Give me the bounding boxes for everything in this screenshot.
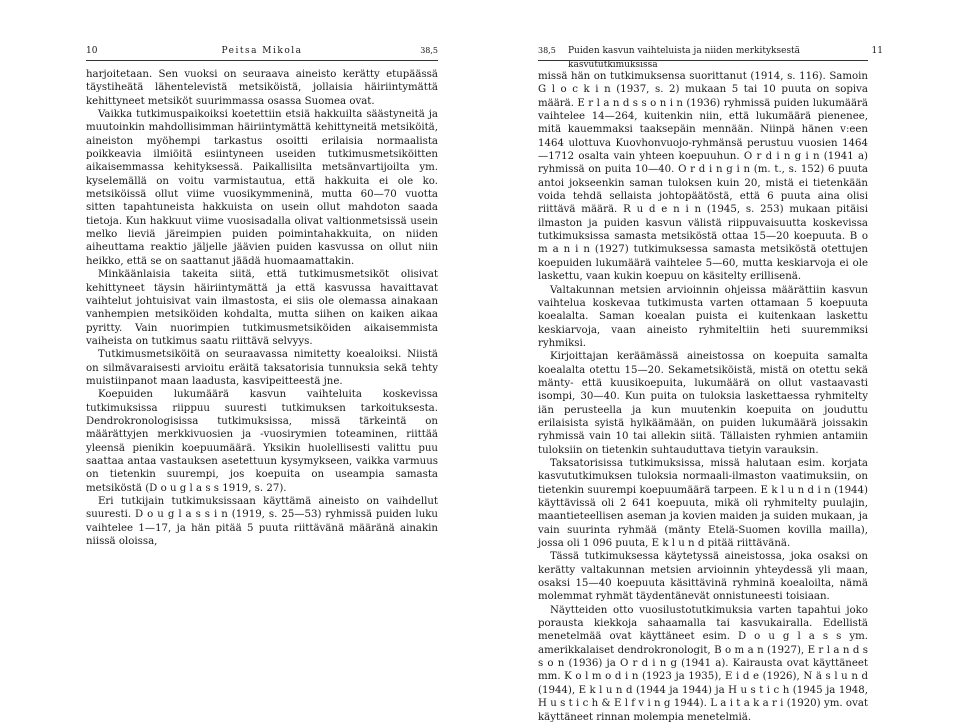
left-page: [0, 0, 480, 679]
left-page-body: [86, 68, 438, 548]
header-rule: [538, 60, 868, 61]
page-number: 10: [86, 46, 98, 56]
header-rule: [86, 60, 438, 61]
signature-mark: 38,5: [538, 46, 556, 55]
right-page: [480, 0, 960, 723]
paragraph: Eri tutkijain tutkimuksissaan käyttämä aineisto on vaihdellut suuresti. D o u g l a s s i n (1919, s. 25—53) ryhmissä puiden luku vaihtelee 1—17, ja hän pitää 5 puuta riittävänä määränä ainakin niissä oloissa,: [86, 496, 438, 548]
paragraph: Taksatorisissa tutkimuksissa, missä halutaan esim. korjata kasvututkimuksen tuloksia normaali-ilmaston vaatimuksiin, on tietenkin suurempi koepuumäärä tarpeen. E k l u n d i n (1944) käyttävissä oli 2 641 koepuuta, mikä oli ryhmitelty puulajin, maantieteellisen aseman ja kovien maiden ja suiden mukaan, ja vain suurinta ryhmää (mänty Etelä-Suomen kovilla mailla), jossa oli 1 096 puuta, E k l u n d pitää riittävänä.: [538, 457, 868, 550]
signature-mark: 38,5: [420, 46, 438, 55]
paragraph: Tutkimusmetsiköitä on seuraavassa nimitetty koealoiksi. Niistä on silmävaraisesti arvioitu eräitä taksatorisia tunnuksia sekä tehty muistiinpanot maan laadusta, kasvipeitteestä jne.: [86, 349, 438, 387]
running-head: Puiden kasvun vaihteluista ja niiden merkityksestä kasvututkimuksissa: [568, 46, 801, 70]
paragraph: harjoitetaan. Sen vuoksi on seuraava aineisto kerätty etupäässä täystiheätä lähentelevistä metsiköistä, jollaisia häiriintymättä kehittyneet metsiköt suurimmassa osassa Suomea ovat.: [86, 69, 438, 107]
right-page-header: [538, 44, 883, 70]
paragraph: Koepuiden lukumäärä kasvun vaihteluita koskevissa tutkimuksissa riippuu suuresti tutkimuksen tarkoituksesta. Dendrokronologisissa tutkimuksissa, missä tärkeintä on määrättyjen merkkivuosien ja -vuosirymien toteaminen, riittää yleensä pienikin koepuumäärä. Yksikin huolellisesti valittu puu saattaa antaa vastauksen asetettuun kysymykseen, vaikka varmuus on tietenkin suurempi, jos koepuita on useampia samasta metsiköstä (D o u g l a s s 1919, s. 27).: [86, 389, 438, 494]
right-page-body: [538, 70, 868, 724]
paragraph: Kirjoittajan keräämässä aineistossa on koepuita samalta koealalta otettu 15—20. Sekametsiköistä, mistä on otettu sekä mänty- että kuusikoepuita, lukumäärä on ollut vastaavasti isompi, 30—40. Kun puita on tuloksia laskettaessa ryhmitelty iän perusteella ja kun muutenkin koepuita on jouduttu erilaisista syistä hylkäämään, on puiden lukumäärä joissakin ryhmissä vain 10 tai allekin siitä. Tällaisten ryhmien antamiin tuloksiin on tietenkin suhtauduttava tietyin varauksin.: [538, 351, 868, 456]
paragraph: Näytteiden otto vuosilustotutkimuksia varten tapahtui joko porausta kiekkoja sahaamalla tai kasvukairalla. Edellistä menetelmää ovat käyttäneet esim. D o u g l a s s ym. amerikkalaiset dendrokronologit, B o m a n (1927), E r l a n d s s o n (1936) ja O r d i n g (1941 a). Kairausta ovat käyttäneet mm. K o l m o d i n (1923 ja 1935), E i d e (1926), N ä s l u n d (1944), E k l u n d (1944 ja 1944) ja H u s t i c h (1945 ja 1948, H u s t i c h & E l f v i n g 1944). L a i t a k a r i (1920) ym. ovat käyttäneet rinnan molempia menetelmiä.: [538, 604, 868, 723]
left-page-header: [86, 44, 438, 58]
paragraph: Valtakunnan metsien arvioinnin ohjeissa määrättiin kasvun vaihtelua koskevaa tutkimusta varten ottamaan 5 koepuuta koealalta. Saman koealan puista ei kuitenkaan laskettu keskiarvoja, vaan aineisto ryhmiteltiin heti suuremmiksi ryhmiksi.: [538, 284, 868, 349]
running-head: Peitsa Mikola: [221, 46, 303, 56]
paragraph: missä hän on tutkimuksensa suorittanut (1914, s. 116). Samoin G l o c k i n (1937, s. 2) mukaan 5 tai 10 puuta on sopiva määrä. E r l a n d s s o n i n (1936) ryhmissä puiden lukumäärä vaihtelee 14—264, kuitenkin niin, että lukumäärä pienenee, mitä kauemmaksi taaksepäin mennään. Niinpä hänen v:een 1464 ulottuva Kuovhonvuojo-ryhmänsä perustuu vuosien 1464—1712 osalta vain yhteen koepuuhun. O r d i n g i n (1941 a) ryhmissä on puita 10—40. O r d i n g i n (m. t., s. 152) 6 puuta antoi jokseenkin saman tuloksen kuin 20, mistä ei tietenkään voida tehdä sellaista johtopäätöstä, että 6 puuta aina olisi riittävä määrä. R u d e n i n (1945, s. 253) mukaan pitäisi ilmaston ja puiden kasvun välistä riippuvaisuutta koskevissa tutkimuksissa samasta metsiköstä ottaa 15—20 koepuuta. B o m a n i n (1927) tutkimuksessa samasta metsiköstä otettujen koepuiden lukumäärä vaihtelee 5—60, mutta keskiarvoja ei ole laskettu, vaan kukin koepuu on käsitelty erillisenä.: [538, 71, 868, 283]
page-number: 11: [871, 46, 883, 56]
paragraph: Minkäänlaisia takeita siitä, että tutkimusmetsiköt olisivat kehittyneet täysin häiriintymättä ja että kasvussa havaittavat vaihtelut johtuisivat vain ilmastosta, ei siis ole olemassa ainakaan vanhempien metsiköiden kohdalta, mutta siihen on kaiken aikaa pyritty. Vain nuorimpien tutkimusmetsiköiden aikaisemmista vaiheista on tutkimus saatu riittävä selvyys.: [86, 269, 438, 347]
paragraph: Tässä tutkimuksessa käytetyssä aineistossa, joka osaksi on kerätty valtakunnan metsien arvioinnin yhteydessä yli maan, osaksi 15—40 koepuuta käsittävinä ryhminä koealoilta, nämä molemmat ryhmät täydentänevät onnistuneesti toisiaan.: [538, 551, 868, 603]
paragraph: Vaikka tutkimuspaikoiksi koetettiin etsiä hakkuilta säästyneitä ja muutoinkin mahdollisimman häiriintymättä kehittyneitä metsiköitä, aineiston myöhempi tarkastus osoitti erilaisia normaalista poikkeavia ilmiöitä esiintyneen useiden tutkimusmetsiköitten aikaisemmassa kehityksessä. Paikallisilta metsänvartijoilta ym. kyselemällä on voitu varmistautua, että hakkuita ei ole ko. metsiköissä ollut viime vuosikymmeninä, mutta 60—70 vuotta sitten tapahtuneista hakkuista on usein ollut mahdoton saada tietoja. Kun hakkuut viime vuosisadalla olivat valtionmetsissä usein melko lieviä järeimpien puiden poimintahakkuita, on niiden aiheuttama reaktio jäljelle jäävien puiden kasvussa on ollut niin heikko, että se on saattanut jäädä huomaamattakin.: [86, 109, 438, 267]
